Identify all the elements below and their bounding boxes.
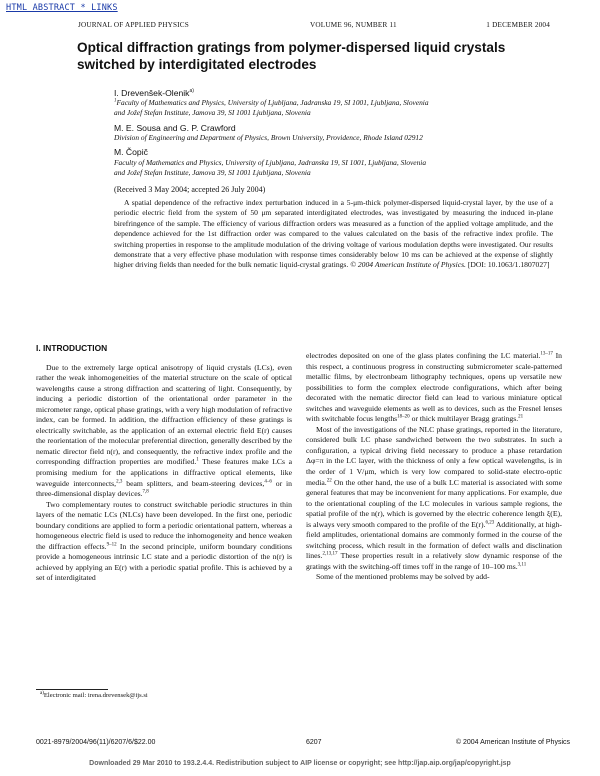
footnote-text: Electronic mail: irena.drevensek@ijs.si: [43, 692, 148, 699]
left-column: [36, 343, 292, 584]
text-run: Additionally, at high-field amplitudes, orientational domains are commonly formed in the course of the switching process, which result in the formation of defect walls and disclination lines.: [306, 519, 562, 561]
right-column: [306, 351, 562, 583]
paragraph: [306, 425, 562, 573]
citation[interactable]: 21: [518, 414, 524, 420]
html-abstract-links[interactable]: HTML ABSTRACT * LINKS: [6, 3, 118, 13]
text-run: or thick multilayer Bragg gratings.: [409, 414, 519, 424]
paper-title: Optical diffraction gratings from polymer-dispersed liquid crystals switched by interdigitated electrodes: [77, 40, 506, 72]
citation[interactable]: 9–12: [106, 542, 117, 548]
paragraph: Some of the mentioned problems may be solved by add-: [316, 572, 490, 582]
text-run: These properties result in a relatively slow dynamic response of the gratings with the switching-off times τoff in the range of 10–100 ms.: [306, 551, 562, 571]
citation[interactable]: 18–20: [397, 414, 410, 420]
affiliation-2: [114, 133, 554, 143]
page-number: 6207: [306, 739, 322, 746]
author-marker: a): [189, 88, 194, 95]
citation[interactable]: 1: [196, 457, 199, 463]
text-run: Two complementary routes to construct switchable periodic structures in thin layers of the nematic LCs (NLCs) have been developed. In the first one, periodic boundary conditions are applied to form a periodic orientational pattern, whereas a homogeneous electric field is used to reduce the inhomogeneity and hence weaken the diffraction effects.: [36, 499, 292, 551]
citation[interactable]: 2,3: [116, 479, 123, 484]
affiliation-1: [114, 98, 554, 117]
footer-copyright: © 2004 American Institute of Physics: [455, 739, 570, 746]
author-names: M. Čopič: [114, 147, 148, 157]
footnote: [40, 692, 148, 699]
affiliation-line: and Jožef Stefan Institute, Jamova 39, SI 1001 Ljubljana, Slovenia: [114, 167, 311, 177]
author-names: I. Drevenšek-Olenik: [114, 88, 190, 98]
text-run: or in three-dimensional display devices.: [36, 478, 292, 499]
received-dates: (Received 3 May 2004; accepted 26 July 2004): [114, 185, 266, 194]
affiliation-3: [114, 158, 554, 177]
citation[interactable]: 4–6: [264, 479, 272, 484]
citation[interactable]: 22: [326, 478, 332, 483]
text-run: electrodes deposited on one of the glass plates confining the LC material.: [306, 351, 541, 360]
citation[interactable]: 6,23: [485, 520, 495, 526]
paragraph: [36, 363, 292, 500]
author-names: M. E. Sousa and G. P. Crawford: [114, 123, 236, 133]
volume-number: VOLUME 96, NUMBER 11: [310, 21, 397, 29]
abstract-text: A spatial dependence of the refractive index perturbation induced in a 5-μm-thick polymer-dispersed liquid-crystal layer, by the use of a periodic electric field from the system of 50 μm separated interdigitated electrodes, was investigated by measuring the induced in-plane birefringence of the sample. The efficiency of various diffraction orders was measured as a function of the applied voltage amplitude, and the dependence achieved for the 1st diffraction order was compared to the values calculated on the basis of the refractive index profile. The switching properties in response to the amplitude modulation of the driving voltage of various modulation depths were investigated. Our results demonstrate that a very effective phase modulation with response times considerably below 10 ms can be achieved at the expense of slightly higher driving fields than needed for the bulk nematic liquid-crystal gratings.: [114, 198, 553, 270]
paragraph: [36, 500, 292, 584]
text-run: These features make LCs a promising medium for the applications in diffractive optical elements, like waveguide interconnects,: [36, 457, 292, 488]
affiliation-line: Faculty of Mathematics and Physics, University of Ljubljana, Jadranska 19, SI 1001, Ljubljana, Slovenia: [114, 158, 427, 167]
text-run: Most of the investigations of the NLC phase gratings, reported in the literature, considered bulk LC phase sandwiched between the two substrates. In such a configuration, a typical driving field necessary to produce a phase retardation Δφ=π in the LC layer, with the thickness of only a few optical wavelengths, is in the order of 1 V/μm, which is very low compared to solid-state electro-optic media.: [306, 424, 562, 487]
text-run: In the second principle, uniform boundary conditions provide a homogeneous intrinsic LC state and a periodic distortion of the n(r) is achieved by applying an E(r) with a periodic spatial profile. This is achieved by a set of interdigitated: [36, 541, 292, 583]
citation[interactable]: 3,11: [517, 562, 527, 568]
issue-date: 1 DECEMBER 2004: [486, 21, 550, 29]
text-run: beam splitters, and beam-steering devices,: [122, 478, 265, 488]
journal-name: JOURNAL OF APPLIED PHYSICS: [78, 21, 189, 29]
affiliation-line: Faculty of Mathematics and Physics, University of Ljubljana, Jadranska 19, SI 1001, Ljubljana, Slovenia: [116, 98, 429, 107]
text-run: In this respect, a continuous progress in constructing submicrometer scale-patterned metallic films, by electronbeam lithography techniques, opens up versatile new possibilities to form the complex electrode configurations, which after being decorated with the nematic director field can lead to various miniature optical switches and waveguide elements as well as to devices, such as the Fresnel lenses with switchable focus lengths: [306, 351, 562, 424]
doi[interactable]: [DOI: 10.1063/1.1807027]: [467, 260, 550, 270]
citation[interactable]: 13–17: [540, 351, 553, 357]
affiliation-mark: 1: [114, 98, 117, 104]
citation[interactable]: 7,8: [142, 489, 149, 495]
section-heading: I. INTRODUCTION: [36, 343, 108, 353]
abstract-copyright: © 2004 American Institute of Physics.: [350, 260, 466, 270]
paragraph: [306, 351, 562, 425]
footnote-rule: [36, 689, 108, 690]
citation[interactable]: 2,13,17: [322, 551, 338, 557]
abstract: [114, 198, 553, 271]
affiliation-line: and Jožef Stefan Institute, Jamova 39, SI 1001 Ljubljana, Slovenia: [114, 107, 311, 117]
affiliation-line: Division of Engineering and Department of Physics, Brown University, Providence, Rhode Island 02912: [114, 133, 423, 142]
author-group-1: [114, 88, 194, 98]
issn-code: 0021-8979/2004/96(11)/6207/6/$22.00: [36, 739, 156, 746]
text-run: Due to the extremely large optical anisotropy of liquid crystals (LCs), even rather the weak inhomogeneities of the material structure on the scale of optical wavelengths cause a strong diffraction and scattering of light. Consequently, by inducing a periodic distortion of the orientational order parameter in the micrometer range, optical phase gratings, with a very high modulation of refractive index, can be formed. In addition, the diffraction efficiency of these gratings is electrically switchable, as the application of an external electric field E(r) causes the reorientation of the molecular preferential direction, generally described by the nematic director field n(r), and consequently, the refractive index profile and the corresponding diffraction properties are modified.: [36, 362, 292, 467]
footnote-marker: a): [40, 690, 44, 696]
author-group-2: [114, 123, 236, 133]
download-notice: Downloaded 29 Mar 2010 to 193.2.4.4. Redistribution subject to AIP license or copyright; see http://jap.aip.org/jap/copyright.jsp: [89, 760, 511, 767]
text-run: On the other hand, the use of a bulk LC material is associated with some general features that may be inconvenient for many applications. For example, due to the orientational coupling of the LC molecules in various sample regions, the spatial profile of the n(r), which is governed by the electric coherence length ξ(E), is always very smooth compared to the profile of the E(r).: [306, 477, 562, 529]
author-group-3: [114, 147, 148, 157]
